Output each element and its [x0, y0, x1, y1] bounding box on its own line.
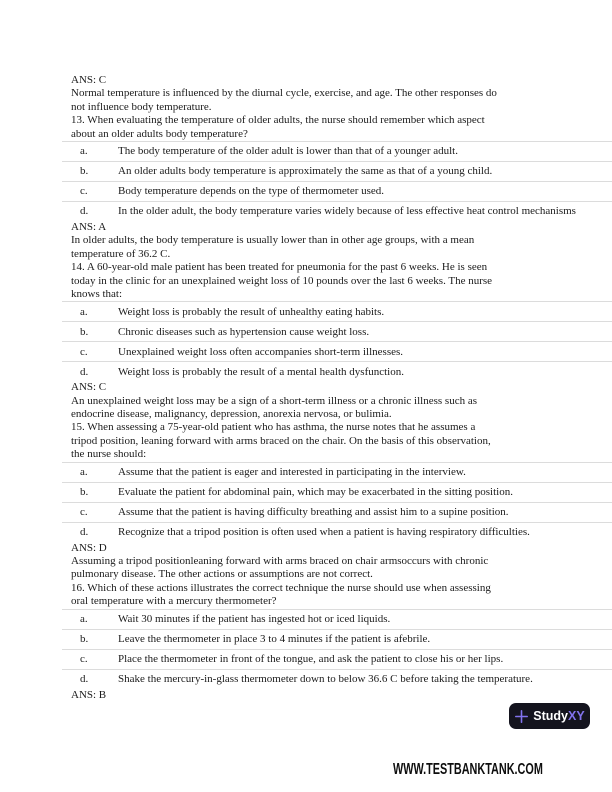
studyxy-badge[interactable]	[509, 703, 590, 729]
question-line: knows that:	[71, 287, 123, 300]
question-line: 14. A 60-year-old male patient has been treated for pneumonia for the past 6 weeks. He is seen	[71, 261, 488, 274]
option-row	[62, 301, 612, 321]
explanation-block	[71, 87, 612, 114]
option-letter: d.	[80, 673, 89, 686]
explanation-line: not influence body temperature.	[71, 100, 212, 113]
option-letter: a.	[80, 145, 88, 158]
question-block	[71, 114, 612, 141]
explanation-line: pulmonary disease. The other actions or assumptions are not correct.	[71, 568, 373, 581]
option-letter: c.	[80, 185, 88, 198]
badge-brand-text	[533, 709, 584, 723]
question-line: the nurse should:	[71, 448, 147, 461]
option-letter: d.	[80, 205, 89, 218]
plus-icon	[514, 709, 529, 724]
options-table	[62, 141, 612, 221]
option-text: Assume that the patient is eager and interested in participating in the interview.	[118, 466, 466, 479]
question-block	[71, 582, 612, 609]
question-line: 15. When assessing a 75-year-old patient who has asthma, the nurse notes that he assumes a	[71, 421, 476, 434]
answer-line: ANS: C	[71, 381, 107, 394]
option-letter: b.	[80, 633, 89, 646]
option-text: Evaluate the patient for abdominal pain, which may be exacerbated in the sitting position.	[118, 486, 513, 499]
option-letter: a.	[80, 305, 88, 318]
answer-line: ANS: C	[71, 74, 107, 86]
footer-site-url: WWW.TESTBANKTANK.COM	[393, 761, 543, 778]
option-text: An older adults body temperature is approximately the same as that of a young child.	[118, 165, 493, 178]
question-line: oral temperature with a mercury thermometer?	[71, 595, 277, 608]
explanation-block	[71, 555, 612, 582]
answer-line: ANS: B	[71, 688, 107, 701]
document-content	[71, 74, 612, 702]
answer-line: ANS: D	[71, 541, 107, 554]
option-letter: a.	[80, 613, 88, 626]
option-letter: a.	[80, 466, 88, 479]
answer-block	[71, 74, 612, 87]
explanation-line: temperature of 36.2 C.	[71, 247, 171, 260]
explanation-line: Normal temperature is influenced by the diurnal cycle, exercise, and age. The other responses do	[71, 87, 497, 100]
option-row	[62, 609, 612, 629]
answer-block	[71, 221, 612, 234]
option-row	[62, 181, 612, 201]
explanation-line: endocrine disease, malignancy, depression, anorexia nervosa, or bulimia.	[71, 408, 392, 421]
explanation-block	[71, 395, 612, 422]
options-table	[62, 609, 612, 689]
answer-block	[71, 542, 612, 555]
explanation-line: In older adults, the body temperature is usually lower than in other age groups, with a mean	[71, 234, 475, 247]
question-block	[71, 261, 612, 301]
option-text: The body temperature of the older adult is lower than that of a younger adult.	[118, 145, 458, 158]
option-letter: d.	[80, 365, 89, 378]
option-text: Chronic diseases such as hypertension cause weight loss.	[118, 325, 370, 338]
question-line: 13. When evaluating the temperature of older adults, the nurse should remember which aspect	[71, 114, 485, 127]
option-text: Place the thermometer in front of the tongue, and ask the patient to close his or her lips.	[118, 653, 504, 666]
question-line: today in the clinic for an unexplained weight loss of 10 pounds over the last 6 weeks. The nurse	[71, 274, 493, 287]
option-text: Unexplained weight loss often accompanies short-term illnesses.	[118, 345, 404, 358]
option-letter: c.	[80, 345, 88, 358]
option-row	[62, 141, 612, 161]
option-row	[62, 649, 612, 669]
answer-line: ANS: A	[71, 220, 107, 233]
option-row	[62, 321, 612, 341]
option-row	[62, 462, 612, 482]
answer-block	[71, 689, 612, 702]
option-text: Assume that the patient is having difficulty breathing and assist him to a supine position.	[118, 506, 509, 519]
explanation-line: Assuming a tripod positionleaning forward with arms braced on chair armsoccurs with chronic	[71, 555, 489, 568]
question-block	[71, 421, 612, 461]
option-row	[62, 161, 612, 181]
badge-brand-accent: XY	[568, 709, 585, 723]
question-line: about an older adults body temperature?	[71, 127, 248, 140]
option-row	[62, 669, 612, 689]
option-row	[62, 201, 612, 221]
option-letter: c.	[80, 653, 88, 666]
options-table	[62, 462, 612, 542]
option-row	[62, 502, 612, 522]
option-letter: b.	[80, 486, 89, 499]
option-row	[62, 361, 612, 381]
option-row	[62, 482, 612, 502]
badge-brand-primary: Study	[533, 709, 569, 723]
option-letter: b.	[80, 325, 89, 338]
option-text: Leave the thermometer in place 3 to 4 minutes if the patient is afebrile.	[118, 633, 431, 646]
option-letter: b.	[80, 165, 89, 178]
explanation-line: An unexplained weight loss may be a sign of a short-term illness or a chronic illness such as	[71, 394, 477, 407]
question-line: tripod position, leaning forward with arms braced on the chair. On the basis of this observation,	[71, 434, 491, 447]
options-table	[62, 301, 612, 381]
option-text: Wait 30 minutes if the patient has ingested hot or iced liquids.	[118, 613, 391, 626]
explanation-block	[71, 234, 612, 261]
option-letter: c.	[80, 506, 88, 519]
option-row	[62, 522, 612, 542]
option-text: Recognize that a tripod position is often used when a patient is having respiratory difficulties.	[118, 526, 530, 539]
question-line: 16. Which of these actions illustrates the correct technique the nurse should use when assessing	[71, 581, 491, 594]
option-text: Weight loss is probably the result of unhealthy eating habits.	[118, 305, 385, 318]
option-text: Body temperature depends on the type of thermometer used.	[118, 185, 385, 198]
option-row	[62, 629, 612, 649]
option-letter: d.	[80, 526, 89, 539]
option-text: In the older adult, the body temperature varies widely because of less effective heat control mechanisms	[118, 205, 576, 218]
option-text: Shake the mercury-in-glass thermometer down to below 36.6 C before taking the temperature.	[118, 673, 533, 686]
option-text: Weight loss is probably the result of a mental health dysfunction.	[118, 365, 404, 378]
option-row	[62, 341, 612, 361]
answer-block	[71, 381, 612, 394]
